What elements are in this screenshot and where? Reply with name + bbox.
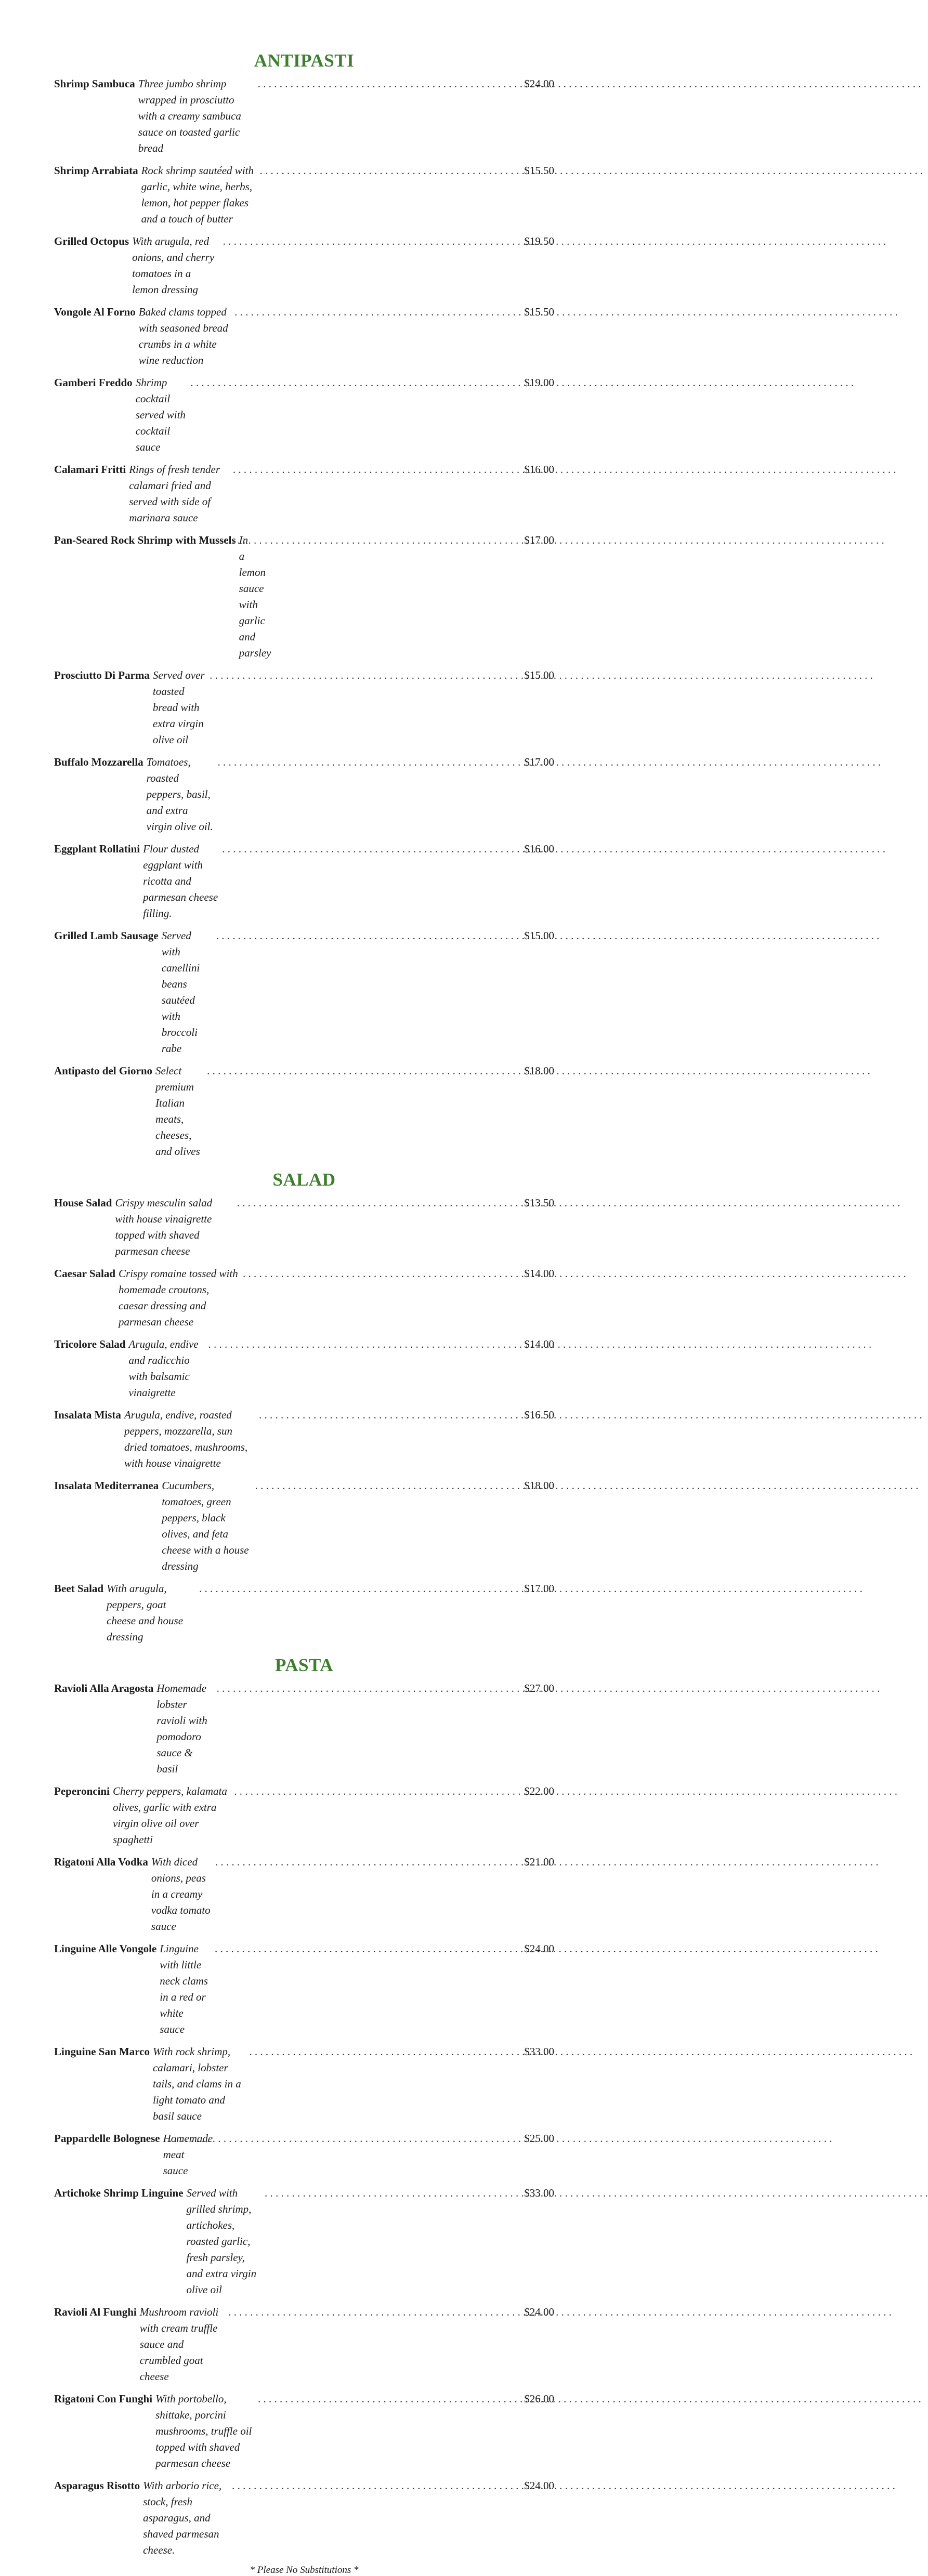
- menu-item-text: [54, 1783, 230, 1848]
- menu-item-description: Homemade meat sauce: [163, 2132, 213, 2177]
- menu-item-price: $13.50: [524, 1197, 554, 1209]
- dot-leader: [207, 1063, 518, 1079]
- dot-leader: [234, 304, 518, 320]
- dot-leader: [222, 841, 518, 857]
- menu-item: [54, 1195, 554, 1259]
- menu-item-text: [54, 2185, 260, 2298]
- menu-item-text: [54, 2478, 228, 2558]
- menu-item-price: $18.00: [524, 1064, 554, 1077]
- menu-item-description: Served with grilled shrimp, artichokes, roasted garlic, fresh parsley, and extra virgin olive oil: [186, 2187, 257, 2296]
- menu-item-description: Rings of fresh tender calamari fried and served with side of marinara sauce: [129, 463, 220, 524]
- dot-leader: [259, 1407, 518, 1423]
- menu-item: [54, 754, 554, 835]
- menu-item-price: $17.00: [524, 1582, 554, 1595]
- menu-item-description: With diced onions, peas in a creamy vodka tomato sauce: [151, 1856, 211, 1933]
- menu-item: [54, 667, 554, 748]
- menu-item-name: Ravioli Al Funghi: [54, 2306, 137, 2318]
- menu-item-name: Calamari Fritti: [54, 463, 126, 476]
- menu-item-text: [54, 1478, 251, 1574]
- menu-item-text: [54, 2131, 213, 2179]
- dot-leader: [215, 1941, 518, 1957]
- menu-item-text: [54, 375, 186, 455]
- menu-item-text: [54, 233, 219, 298]
- menu-item-name: Shrimp Arrabiata: [54, 164, 138, 177]
- menu-section-pasta: [54, 1653, 554, 2558]
- menu-item-name: Eggplant Rollatini: [54, 843, 140, 855]
- menu-item-text: [54, 1266, 239, 1330]
- menu-item-name: Insalata Mediterranea: [54, 1479, 159, 1492]
- menu-item: [54, 2131, 554, 2179]
- menu-item-text: [54, 1336, 204, 1401]
- menu-item-text: [54, 667, 205, 748]
- dot-leader: [169, 2131, 518, 2147]
- menu-item-description: With portobello, shittake, porcini mushrooms, truffle oil topped with shaved parmesan cheese: [155, 2393, 252, 2469]
- menu-item: [54, 2478, 554, 2558]
- menu-item-description: Crispy mesculin salad with house vinaigrette topped with shaved parmesan cheese: [115, 1197, 213, 1257]
- menu-item-description: With arugula, peppers, goat cheese and house dressing: [107, 1582, 184, 1643]
- menu-item-name: Insalata Mista: [54, 1409, 121, 1421]
- menu-item-description: Shrimp cocktail served with cocktail sauce: [135, 376, 186, 453]
- menu-item: [54, 1266, 554, 1330]
- menu-item-price: $14.00: [524, 1267, 554, 1280]
- dot-leader: [258, 76, 518, 92]
- menu-item-name: Linguine San Marco: [54, 2045, 150, 2058]
- menu-item-name: Pappardelle Bolognese: [54, 2132, 160, 2145]
- dot-leader: [208, 1336, 518, 1352]
- dot-leader: [249, 2044, 518, 2060]
- menu-item-price: $22.00: [524, 1785, 554, 1797]
- menu-item-name: Artichoke Shrimp Linguine: [54, 2187, 184, 2199]
- dot-leader: [260, 163, 518, 179]
- menu-item-name: Pan-Seared Rock Shrimp with Mussels: [54, 534, 236, 546]
- menu-item-name: Buffalo Mozzarella: [54, 756, 143, 768]
- dot-leader: [217, 754, 518, 770]
- menu-item: [54, 928, 554, 1057]
- dot-leader: [233, 462, 518, 478]
- menu-item: [54, 2304, 554, 2385]
- menu-item: [54, 163, 554, 227]
- menu-item-name: Antipasto del Giorno: [54, 1064, 153, 1077]
- menu-item-text: [54, 1941, 211, 2038]
- menu-item-price: $33.00: [524, 2187, 554, 2199]
- menu-item-description: Baked clams topped with seasoned bread crumbs in a white wine reduction: [138, 306, 228, 366]
- menu-sections: [54, 49, 554, 2558]
- dot-leader: [199, 1581, 518, 1597]
- dot-leader: [215, 1854, 518, 1870]
- menu-item-description: With rock shrimp, calamari, lobster tails, and clams in a light tomato and basil sauce: [152, 2045, 241, 2122]
- menu-item-name: Caesar Salad: [54, 1267, 116, 1280]
- dot-leader: [217, 1680, 518, 1697]
- menu-item-text: [54, 163, 256, 227]
- menu-item-name: Peperoncini: [54, 1785, 110, 1797]
- menu-item-price: $24.00: [524, 1942, 554, 1955]
- dot-leader: [221, 532, 518, 548]
- menu-item: [54, 76, 554, 156]
- menu-item-price: $17.00: [524, 756, 554, 768]
- menu-item-description: Flour dusted eggplant with ricotta and parmesan cheese filling.: [143, 843, 218, 919]
- menu-item-name: Asparagus Risotto: [54, 2479, 140, 2492]
- menu-item-text: [54, 76, 254, 156]
- dot-leader: [216, 928, 518, 944]
- menu-item-text: [54, 462, 229, 526]
- menu-item-description: Three jumbo shrimp wrapped in prosciutto with a creamy sambuca sauce on toasted garlic bread: [138, 77, 241, 154]
- menu-item-text: [54, 1407, 255, 1471]
- dot-leader: [190, 375, 518, 391]
- menu-item-name: Gamberi Freddo: [54, 376, 133, 389]
- menu-item: [54, 304, 554, 369]
- menu-item-text: Pan-Seared Rock Shrimp with Mussels In a lemon sauce with garlic and parsley: [54, 532, 217, 661]
- section-title: SALAD: [272, 1169, 336, 1190]
- dot-leader: [265, 2185, 518, 2201]
- menu-item: [54, 532, 554, 661]
- menu-item: [54, 1407, 554, 1471]
- menu-item: [54, 2185, 554, 2298]
- menu-item-name: Rigatoni Con Funghi: [54, 2393, 153, 2405]
- menu-item-name: Vongole Al Forno: [54, 306, 136, 318]
- dot-leader: [255, 1478, 518, 1494]
- menu-item-description: Select premium Italian meats, cheeses, and olives: [155, 1064, 200, 1158]
- dot-leader: [258, 2391, 518, 2407]
- menu-item-description: With arborio rice, stock, fresh asparagus, and shaved parmesan cheese.: [143, 2479, 222, 2556]
- menu-item-price: $15.00: [524, 669, 554, 681]
- menu-item-text: [54, 928, 212, 1057]
- menu-item-text: [54, 1195, 233, 1259]
- menu-item-price: $16.00: [524, 463, 554, 476]
- menu-item-name: Ravioli Alla Aragosta: [54, 1682, 154, 1694]
- menu-item-price: $24.00: [524, 2306, 554, 2318]
- menu-item-price: $16.50: [524, 1409, 554, 1421]
- menu-item-text: [54, 2304, 224, 2385]
- menu-item-price: $24.00: [524, 77, 554, 90]
- menu-item-description: Linguine with little neck clams in a red or white sauce: [160, 1942, 208, 2035]
- menu-item-price: $27.00: [524, 1682, 554, 1694]
- menu-item-price: $21.00: [524, 1856, 554, 1868]
- menu-item-text: [54, 754, 213, 835]
- menu-item: [54, 375, 554, 455]
- menu-item-price: $15.00: [524, 929, 554, 942]
- dot-leader: [243, 1266, 518, 1282]
- menu-item: [54, 2044, 554, 2124]
- menu-item-description: Homemade lobster ravioli with pomodoro sauce & basil: [156, 1682, 207, 1775]
- dot-leader: [234, 1783, 518, 1799]
- dot-leader: [210, 667, 518, 684]
- menu-item: [54, 233, 554, 298]
- dot-leader: [228, 2304, 518, 2320]
- menu-item-description: Rock shrimp sautéed with garlic, white wine, herbs, lemon, hot pepper flakes and a touch of butter: [141, 164, 254, 225]
- menu-item-text: [54, 1063, 203, 1160]
- menu-item: [54, 2391, 554, 2472]
- menu-item-name: Tricolore Salad: [54, 1338, 126, 1350]
- menu-item-text: [54, 1854, 211, 1935]
- menu-section-antipasti: [54, 49, 554, 1160]
- substitutions-note: * Please No Substitutions *: [250, 2565, 359, 2575]
- menu-item-description: Tomatoes, roasted peppers, basil, and extra virgin olive oil.: [146, 756, 213, 833]
- menu-item-name: Linguine Alle Vongole: [54, 1942, 157, 1955]
- menu-item-price: $14.00: [524, 1338, 554, 1350]
- menu-item-description: Cucumbers, tomatoes, green peppers, black olives, and feta cheese with a house dressing: [162, 1479, 249, 1572]
- section-title: PASTA: [275, 1655, 334, 1675]
- menu-item-price: $25.00: [524, 2132, 554, 2145]
- menu-item-description: Served over toasted bread with extra virgin olive oil: [152, 669, 205, 746]
- menu-item-name: Grilled Octopus: [54, 235, 129, 247]
- menu-item-price: $15.50: [524, 306, 554, 318]
- menu-item-price: $19.00: [524, 376, 554, 389]
- menu-item: [54, 1063, 554, 1160]
- menu-item-text: [54, 2391, 254, 2472]
- menu-item-price: $26.00: [524, 2393, 554, 2405]
- menu-item: [54, 1680, 554, 1777]
- menu-item-price: $16.00: [524, 843, 554, 855]
- menu-item-text: [54, 304, 230, 369]
- menu-item: [54, 1783, 554, 1848]
- menu-item-name: Rigatoni Alla Vodka: [54, 1856, 148, 1868]
- menu-item-text: [54, 1581, 195, 1645]
- menu-item-price: $24.00: [524, 2479, 554, 2492]
- menu-item-price: $17.00: [524, 534, 554, 546]
- menu-item-name: Shrimp Sambuca: [54, 77, 135, 90]
- menu-item: [54, 1336, 554, 1401]
- menu-item-name: Grilled Lamb Sausage: [54, 929, 159, 942]
- menu-item-description: Arugula, endive, roasted peppers, mozzarella, sun dried tomatoes, mushrooms, with house vinaigrette: [124, 1409, 248, 1469]
- menu-item-text: [54, 1680, 213, 1777]
- section-title: ANTIPASTI: [254, 50, 355, 71]
- menu-item: [54, 1478, 554, 1574]
- menu-section-salad: [54, 1168, 554, 1645]
- menu-item-description: Crispy romaine tossed with homemade croutons, caesar dressing and parmesan cheese: [119, 1267, 238, 1328]
- menu-item-text: [54, 2044, 245, 2124]
- menu-item-description: Cherry peppers, kalamata olives, garlic with extra virgin olive oil over spaghetti: [112, 1785, 227, 1846]
- menu-item-name: House Salad: [54, 1197, 112, 1209]
- menu-item-name: Prosciutto Di Parma: [54, 669, 150, 681]
- menu-item: [54, 1854, 554, 1935]
- menu-item-price: $19.50: [524, 235, 554, 247]
- menu-item: [54, 1581, 554, 1645]
- dot-leader: [223, 233, 518, 249]
- menu-item-text: [54, 841, 218, 922]
- menu-item-description: With arugula, red onions, and cherry tomatoes in a lemon dressing: [132, 235, 215, 296]
- menu-item-description: Arugula, endive and radicchio with balsamic vinaigrette: [128, 1338, 199, 1399]
- menu-item-price: $15.50: [524, 164, 554, 177]
- menu-item: [54, 841, 554, 922]
- menu-item: [54, 462, 554, 526]
- menu-item-price: $33.00: [524, 2045, 554, 2058]
- menu-item-name: Beet Salad: [54, 1582, 104, 1595]
- menu-item-description: Mushroom ravioli with cream truffle sauce and crumbled goat cheese: [139, 2306, 219, 2383]
- dot-leader: [232, 2478, 518, 2494]
- dot-leader: [237, 1195, 518, 1211]
- menu-item: [54, 1941, 554, 2038]
- menu-item-price: $18.00: [524, 1479, 554, 1492]
- menu-item-description: Served with canellini beans sautéed with broccoli rabe: [161, 929, 200, 1055]
